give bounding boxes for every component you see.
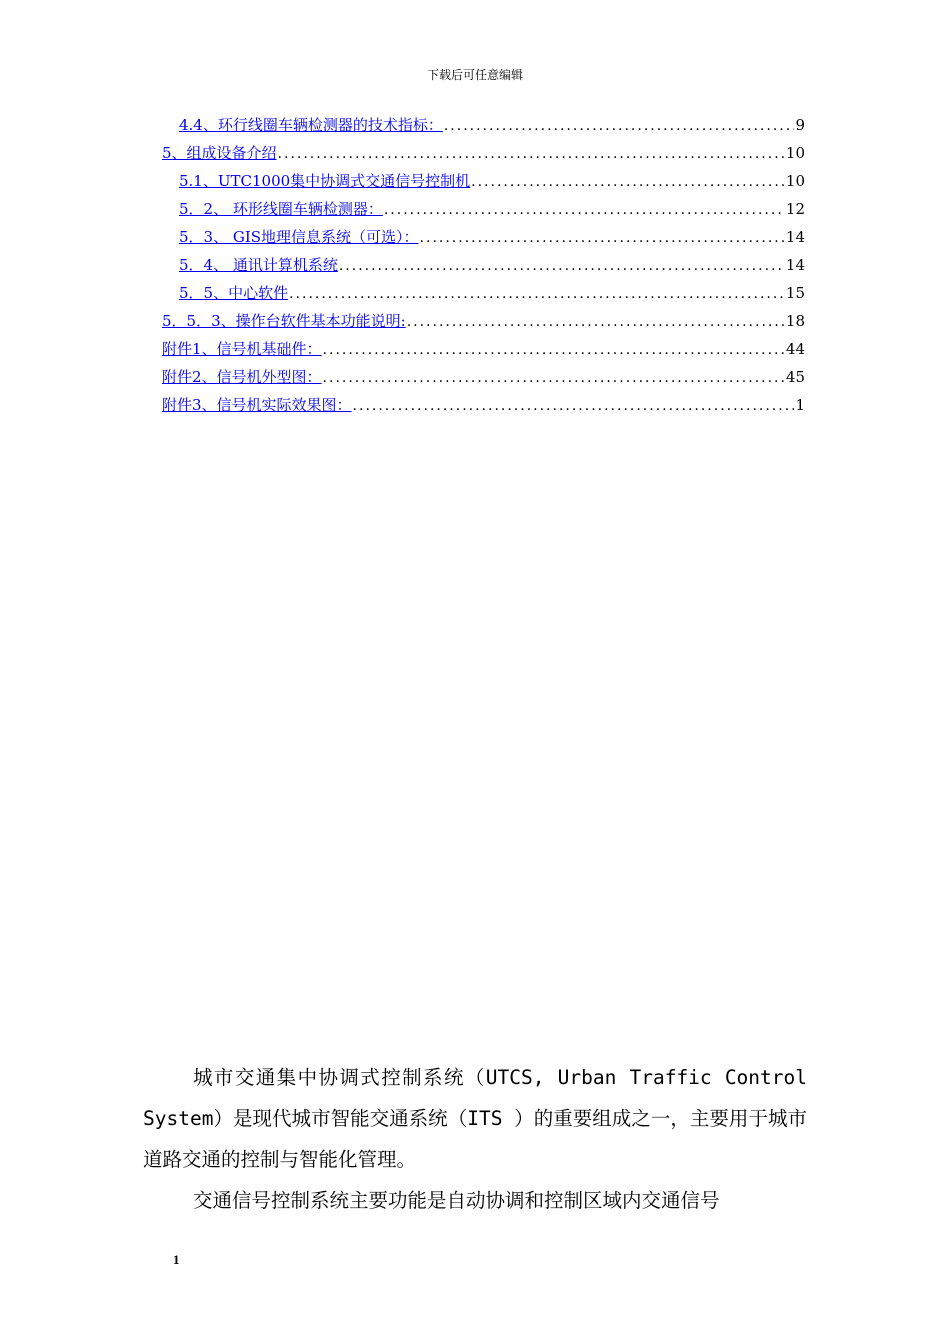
toc-entry[interactable] xyxy=(162,337,805,361)
toc-entry[interactable] xyxy=(179,113,805,137)
page-number: 1 xyxy=(173,1252,180,1267)
toc-entry[interactable] xyxy=(179,281,805,305)
toc-entry[interactable] xyxy=(162,365,805,389)
toc-page-number: 10 xyxy=(785,144,805,162)
toc-entry-link[interactable]: 4.4、环行线圈车辆检测器的技术指标： xyxy=(179,116,443,134)
toc-page-number: 10 xyxy=(785,172,805,190)
toc-entry-link[interactable]: 5、组成设备介绍 xyxy=(162,144,277,162)
toc-leader-dots xyxy=(420,226,785,250)
toc-entry[interactable] xyxy=(162,393,805,417)
toc-entry-link[interactable]: 附件1、信号机基础件： xyxy=(162,340,322,358)
toc-page-number: 45 xyxy=(785,368,805,386)
toc-page-number: 9 xyxy=(795,116,805,134)
toc-leader-dots xyxy=(471,170,785,194)
toc-page-number: 18 xyxy=(785,312,805,330)
toc-entry[interactable] xyxy=(179,253,805,277)
toc-entry-link[interactable]: 5．3、 GIS地理信息系统（可选）： xyxy=(179,228,419,246)
toc-entry-link[interactable]: 5．5、中心软件 xyxy=(179,284,289,302)
toc-entry[interactable] xyxy=(179,197,805,221)
toc-entry[interactable] xyxy=(162,309,805,333)
toc-entry-link[interactable]: 5．5．3、操作台软件基本功能说明: xyxy=(162,312,406,330)
toc-entry[interactable] xyxy=(162,141,805,165)
toc-page-number: 14 xyxy=(785,256,805,274)
toc-entry-link[interactable]: 5．2、 环形线圈车辆检测器： xyxy=(179,200,383,218)
toc-entry[interactable] xyxy=(179,225,805,249)
toc-page-number: 14 xyxy=(785,228,805,246)
toc-entry-link[interactable]: 5.1、UTC1000集中协调式交通信号控制机 xyxy=(179,172,471,190)
body-paragraph: 交通信号控制系统主要功能是自动协调和控制区域内交通信号 xyxy=(193,1189,720,1212)
toc-leader-dots xyxy=(444,114,795,138)
toc-entry-link[interactable]: 附件3、信号机实际效果图： xyxy=(162,396,352,414)
toc-leader-dots xyxy=(407,310,785,334)
toc-leader-dots xyxy=(353,394,795,418)
toc-leader-dots xyxy=(289,282,785,306)
toc-page-number: 15 xyxy=(785,284,805,302)
toc-page-number: 44 xyxy=(785,340,805,358)
toc-entry[interactable] xyxy=(179,169,805,193)
toc-leader-dots xyxy=(323,338,785,362)
toc-leader-dots xyxy=(323,366,785,390)
toc-entry-link[interactable]: 附件2、信号机外型图： xyxy=(162,368,322,386)
toc-page-number: 12 xyxy=(785,200,805,218)
toc-leader-dots xyxy=(339,254,785,278)
toc-leader-dots xyxy=(278,142,785,166)
toc-leader-dots xyxy=(384,198,785,222)
toc-page-number: 1 xyxy=(795,396,805,414)
page-header: 下载后可任意编辑 xyxy=(426,68,523,82)
toc-entry-link[interactable]: 5．4、 通讯计算机系统 xyxy=(179,256,338,274)
body-paragraph: 城市交通集中协调式控制系统（UTCS, Urban Traffic Control System）是现代城市智能交通系统（ITS ）的重要组成之一，主要用于城市道路交通的控制与智能化管理。 xyxy=(143,1066,807,1171)
body-text xyxy=(143,1057,807,1221)
